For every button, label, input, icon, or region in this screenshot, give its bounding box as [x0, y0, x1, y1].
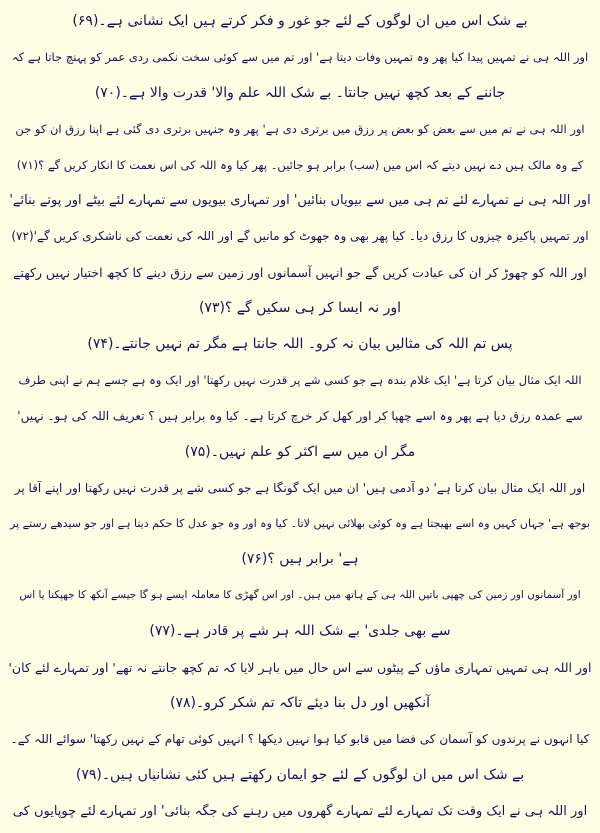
- text-line: اللہ ایک مثال بیان کرتا ہے' ایک غلام بندہ ہے جو کسی شے پر قدرت نہیں رکھتا' اور ایک وہ ہے جسے ہم نے اپنی طرف: [18, 372, 582, 387]
- text-line: اور اللہ ہی نے تم میں سے بعض کو بعض پر رزق میں برتری دی ہے' پھر وہ جنہیں برتری دی گئی ہے اپنا رزق ان کو جن: [15, 121, 585, 136]
- text-line: اور اللہ ہی نے تمہیں پیدا کیا پھر وہ تمہیں وفات دیتا ہے' اور تم میں سے کوئی سخت نکمی ردی عمر کو پہنچ جاتا ہے کہ: [11, 49, 589, 64]
- text-line: پس تم اللہ کی مثالیں بیان نہ کرو۔ اللہ جانتا ہے مگر تم نہیں جانتے۔(۷۴): [87, 336, 513, 353]
- text-line: آنکھیں اور دل بنا دیئے تاکہ تم شکر کرو۔(۷۸): [170, 694, 430, 711]
- text-line: سے عمدہ رزق دیا ہے پھر وہ اسے چھپا کر اور کھل کر خرچ کرتا ہے۔ کیا وہ برابر ہیں ؟ تعریف اللہ کی ہو۔ نہیں': [17, 408, 583, 423]
- text-line: اور اللہ ہی تمہیں تمہاری ماؤں کے پیٹوں سے اس حال میں باہر لایا کہ تم کچھ جانتے نہ تھے' اور تمہارے لئے کان': [8, 660, 592, 676]
- text-line: اور اللہ ایک مثال بیان کرتا ہے' دو آدمی ہیں' ان میں ایک گونگا ہے جو کسی شے پر قدرت نہیں رکھتا اور اپنے آقا پر: [14, 480, 586, 495]
- text-line: مگر ان میں سے اکثر کو علم نہیں۔(۷۵): [184, 443, 416, 460]
- text-line: اور نہ ایسا کر ہی سکیں گے ؟(۷۳): [198, 300, 402, 317]
- text-line: کے وہ مالک ہیں دے نہیں دیتے کہ اس میں (سب) برابر ہو جائیں۔ پھر کیا وہ اللہ کی اس نعمت کا انکار کریں گے ؟(۷۱): [16, 157, 584, 172]
- text-line: سے بھی جلدی' بے شک اللہ ہر شے پر قادر ہے۔(۷۷): [149, 623, 451, 640]
- text-line: اور تمہیں پاکیزہ چیزوں کا رزق دیا۔ کیا پھر بھی وہ جھوٹ کو مانیں گے اور اللہ کی نعمت کی ناشکری کریں گے'(۷۲): [11, 229, 589, 244]
- text-line: بوجھ ہے' جہاں کہیں وہ اسے بھیجتا ہے وہ کوئی بھلائی نہیں لاتا۔ کیا وہ اور وہ جو عدل کا حکم دیتا ہے اور جو سیدھے رستے پر: [10, 517, 590, 531]
- text-line: اور آسمانوں اور زمین کی چھپی باتیں اللہ ہی کے ہاتھ میں ہیں۔ اور اس گھڑی کا معاملہ ایسے ہو گا جیسے آنکھ کا جھپکنا یا اس: [19, 589, 581, 602]
- text-line: جاننے کے بعد کچھ نہیں جانتا۔ بے شک اللہ علم والا' قدرت والا ہے۔(۷۰): [94, 84, 506, 101]
- text-line: ہے' برابر ہیں ؟(۷۶): [241, 551, 359, 568]
- text-line: بے شک اس میں ان لوگوں کے لئے جو غور و فکر کرتے ہیں ایک نشانی ہے۔(۶۹): [72, 13, 528, 29]
- text-line: اور اللہ کو چھوڑ کر ان کی عبادت کریں گے جو انہیں آسمانوں اور زمین سے رزق دینے کا کچھ اختیار نہیں رکھتے: [13, 265, 587, 281]
- text-line: بے شک اس میں ان لوگوں کے لئے جو ایمان رکھتے ہیں کئی نشانیاں ہیں۔(۷۹): [75, 766, 525, 783]
- text-line: اور اللہ ہی نے ایک وقت تک تمہارے لئے تمہارے گھروں میں رہنے کی جگہ بنائی' اور تمہارے لئے چوپایوں کی: [12, 803, 588, 819]
- text-line: اور اللہ ہی نے تمہارے لئے تم ہی میں سے بیویاں بنائیں' اور تمہاری بیویوں سے تمہارے لئے بیٹے اور پوتے بنائے': [9, 193, 591, 209]
- text-line: کیا انہوں نے پرندوں کو آسمان کی فضا میں قابو کیا ہوا نہیں دیکھا ؟ انہیں کوئی تھام کے نہیں رکھتا' سوائے اللہ کے۔: [10, 731, 590, 746]
